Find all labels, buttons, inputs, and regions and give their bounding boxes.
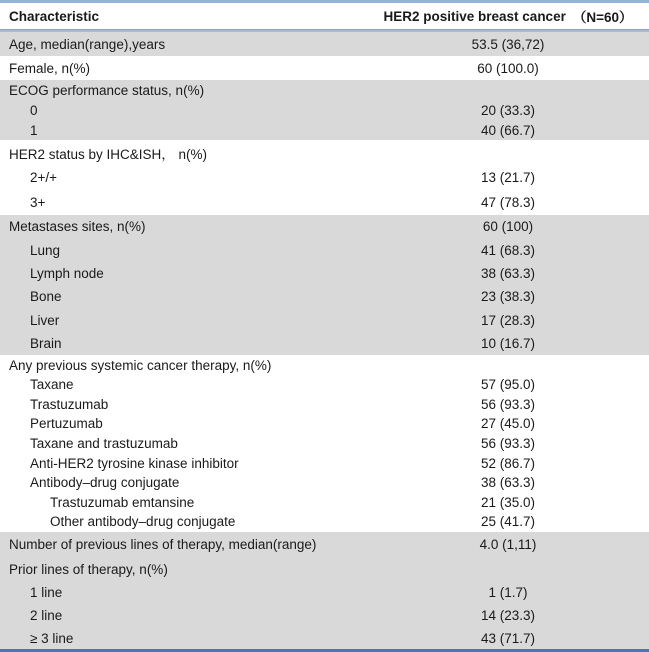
row-label: Antibody–drug conjugate — [30, 475, 180, 491]
table-row — [0, 56, 649, 80]
row-label: 3+ — [30, 195, 46, 210]
row-label: ECOG performance status, n(%) — [9, 82, 205, 98]
row-value: 23 (38.3) — [480, 289, 536, 305]
table-header-row — [0, 3, 649, 29]
row-label: Female, n(%) — [9, 60, 91, 76]
row-value: 17 (28.3) — [480, 312, 536, 328]
table-row — [0, 473, 649, 493]
table-row — [0, 375, 649, 395]
row-value: 25 (41.7) — [480, 514, 536, 530]
row-value: 38 (63.3) — [480, 265, 536, 281]
row-label: Any previous systemic cancer therapy, n(%) — [9, 357, 272, 373]
value-header-n: （N=60） — [572, 10, 633, 25]
table-row — [0, 140, 649, 165]
row-value: 43 (71.7) — [480, 630, 536, 646]
row-value: 14 (23.3) — [480, 607, 536, 623]
table-row — [0, 215, 649, 238]
row-value: 60 (100) — [482, 219, 534, 235]
row-value: 40 (66.7) — [480, 122, 536, 138]
row-value: 21 (35.0) — [480, 494, 536, 510]
row-label: 1 — [30, 122, 38, 138]
row-value: 57 (95.0) — [480, 377, 536, 393]
table-row — [0, 165, 649, 190]
table-row — [0, 285, 649, 308]
table-section — [0, 532, 649, 558]
table-row — [0, 100, 649, 120]
row-label: Lymph node — [30, 265, 104, 281]
table-section — [0, 558, 649, 650]
row-label: ≥ 3 line — [30, 630, 74, 646]
row-value: 52 (86.7) — [480, 455, 536, 471]
row-value: 13 (21.7) — [480, 170, 536, 185]
row-value: 20 (33.3) — [480, 102, 536, 118]
table-row — [0, 414, 649, 434]
table-row — [0, 627, 649, 650]
row-label: Pertuzumab — [30, 416, 103, 432]
table-row — [0, 80, 649, 100]
row-label: Bone — [30, 289, 62, 305]
table-section — [0, 140, 649, 215]
row-label: Number of previous lines of therapy, median(range) — [9, 537, 317, 553]
table-row — [0, 604, 649, 627]
row-label: 1 line — [30, 584, 63, 600]
table-row — [0, 238, 649, 261]
row-label: Prior lines of therapy, n(%) — [9, 561, 168, 577]
row-label: HER2 status by IHC&ISH， n(%) — [9, 146, 208, 162]
row-label: Taxane and trastuzumab — [30, 436, 178, 452]
value-header — [367, 6, 649, 26]
table-row — [0, 309, 649, 332]
row-label: Trastuzumab emtansine — [50, 494, 195, 510]
table-row — [0, 434, 649, 454]
table-row — [0, 453, 649, 473]
row-label: Lung — [30, 242, 61, 258]
table-section — [0, 56, 649, 80]
row-value: 56 (93.3) — [480, 436, 536, 452]
row-value: 53.5 (36,72) — [471, 36, 545, 52]
table-row — [0, 262, 649, 285]
row-label: Trastuzumab — [30, 396, 109, 412]
row-label: 0 — [30, 102, 38, 118]
row-value: 27 (45.0) — [480, 416, 536, 432]
table-row — [0, 532, 649, 558]
table-row — [0, 32, 649, 56]
row-label: Other antibody–drug conjugate — [50, 514, 236, 530]
row-label: Taxane — [30, 377, 74, 393]
table-section — [0, 215, 649, 355]
table-row — [0, 581, 649, 604]
table-row — [0, 493, 649, 513]
row-label: Brain — [30, 336, 62, 352]
row-label: Metastases sites, n(%) — [9, 219, 146, 235]
row-label: Liver — [30, 312, 60, 328]
table-row — [0, 395, 649, 415]
row-value: 41 (68.3) — [480, 242, 536, 258]
table-section — [0, 32, 649, 56]
row-label: 2+/+ — [30, 170, 58, 185]
row-label: 2 line — [30, 607, 63, 623]
value-header-label: HER2 positive breast cancer — [383, 8, 566, 24]
row-value: 47 (78.3) — [480, 195, 536, 210]
row-value: 38 (63.3) — [480, 475, 536, 491]
row-value: 56 (93.3) — [480, 396, 536, 412]
row-label: Anti-HER2 tyrosine kinase inhibitor — [30, 455, 239, 471]
table-row — [0, 190, 649, 215]
table-section — [0, 355, 649, 531]
table-row — [0, 558, 649, 581]
row-value: 60 (100.0) — [477, 60, 539, 76]
table-row — [0, 355, 649, 375]
table-row — [0, 120, 649, 140]
row-value: 1 (1.7) — [488, 584, 528, 600]
row-value: 4.0 (1,11) — [479, 537, 537, 553]
table-row — [0, 512, 649, 532]
characteristic-header: Characteristic — [9, 8, 100, 24]
table-body — [0, 32, 649, 650]
row-label: Age, median(range),years — [9, 36, 166, 52]
table-row — [0, 332, 649, 355]
table-section — [0, 80, 649, 140]
row-value: 10 (16.7) — [480, 336, 536, 352]
